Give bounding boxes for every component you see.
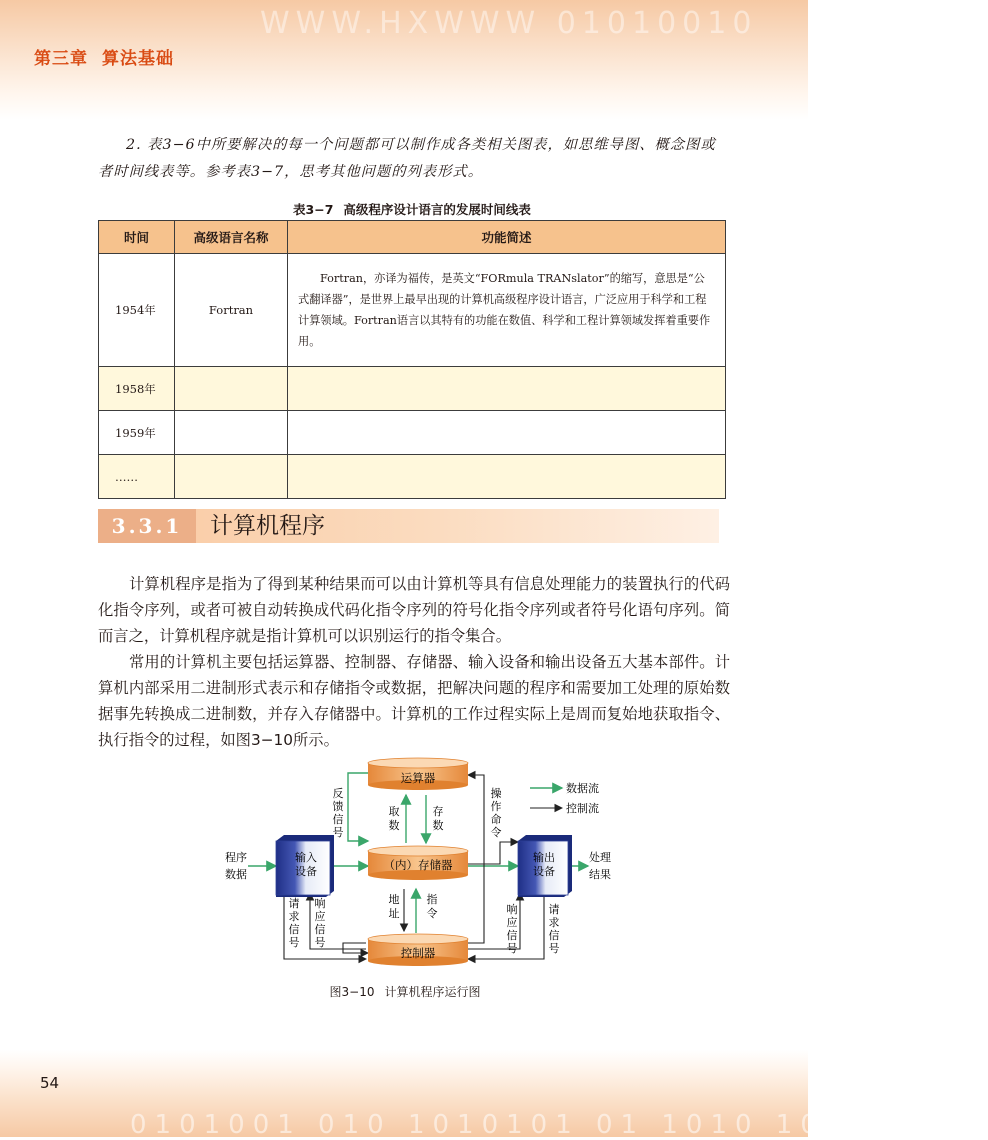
cell-language (175, 411, 288, 455)
resp-left-char-4: 号 (314, 936, 326, 949)
req-right-char-4: 号 (548, 942, 560, 955)
cell-year: …… (99, 455, 175, 499)
table-row (99, 411, 726, 455)
cell-description: Fortran，亦译为福传，是英文“FORmula TRANslator”的缩写，意思是“公式翻译器”，是世界上最早出现的计算机高级程序设计语言，广泛应用于科学和工程计算领域。Fortran语言以其特有的功能在数值、科学和工程计算领域发挥着重要作用。 (288, 254, 726, 367)
body-paragraph: 计算机程序是指为了得到某种结果而可以由计算机等具有信息处理能力的装置执行的代码化指令序列，或者可被自动转换成代码化指令序列的符号化指令序列或者符号化语句序列。简而言之，计算机程序就是指计算机可以识别运行的指令集合。 (98, 575, 730, 645)
resp-right-char-2: 应 (506, 916, 518, 929)
result-label: 结果 (589, 868, 611, 881)
req-left-char-2: 求 (288, 910, 300, 923)
header-language: 高级语言名称 (175, 221, 288, 254)
output-device-label-2: 设备 (533, 865, 555, 878)
intro-paragraph: 2. 表3−6中所要解决的每一个问题都可以制作成各类相关图表，如思维导图、概念图或者时间线表等。参考表3−7，思考其他问题的列表形式。 (98, 137, 716, 180)
legend-control-flow-label: 控制流 (566, 802, 599, 815)
fetch-label (389, 805, 400, 832)
chapter-label: 第三章 (34, 49, 88, 69)
table-number: 表3−7 (293, 202, 334, 217)
request-signal-left-label (289, 896, 300, 949)
computer-operation-diagram (200, 755, 640, 980)
cell-year: 1954年 (99, 254, 175, 367)
input-device-box (276, 835, 334, 897)
alu-label: 运算器 (400, 771, 436, 785)
resp-left-char-3: 信 (314, 923, 326, 936)
body-paragraph: 常用的计算机主要包括运算器、控制器、存储器、输入设备和输出设备五大基本部件。计算机内部采用二进制形式表示和存储指令或数据，把解决问题的程序和需要加工处理的原始数据事先转换成二进制数，并存入存储器中。计算机的工作过程实际上是周而复始地获取指令、执行指令的过程，如图3−10所示。 (98, 653, 730, 749)
store-label (433, 805, 444, 832)
table-header-row (99, 221, 726, 254)
legend-data-flow-label: 数据流 (566, 782, 599, 795)
cell-language: Fortran (175, 254, 288, 367)
controller-cylinder (368, 934, 468, 966)
store-char-1: 存 (432, 805, 444, 818)
feedback-char-1: 反 (332, 787, 344, 800)
controller-label: 控制器 (400, 946, 436, 960)
op-char-2: 作 (490, 800, 502, 813)
data-label: 数据 (225, 868, 247, 881)
instruction-char-2: 令 (426, 907, 438, 920)
memory-cylinder (368, 846, 468, 880)
program-label: 程序 (225, 851, 247, 864)
header-decoration: WWW.HXWWW 01010010 (260, 6, 758, 41)
cell-description (288, 367, 726, 411)
footer-decoration: 0101001 010 1010101 01 1010 10101 100 (130, 1110, 988, 1140)
input-device-label-1: 输入 (295, 851, 317, 864)
resp-left-char-1: 响 (314, 897, 326, 910)
figure-number: 图3−10 (329, 985, 375, 999)
table-row (99, 254, 726, 367)
alu-cylinder (368, 758, 468, 790)
process-label: 处理 (589, 851, 611, 864)
address-char-1: 地 (388, 893, 400, 906)
page-number: 54 (40, 1074, 60, 1092)
address-char-2: 址 (388, 907, 400, 920)
request-signal-right-label (549, 902, 560, 955)
cell-language (175, 367, 288, 411)
feedback-signal-label (333, 787, 344, 839)
resp-right-char-3: 信 (506, 929, 518, 942)
req-right-char-3: 信 (548, 929, 560, 942)
table-row (99, 367, 726, 411)
cell-description (288, 455, 726, 499)
section-title: 计算机程序 (210, 513, 325, 539)
operation-command-label (491, 786, 502, 839)
output-device-box (518, 835, 572, 897)
input-device-label-2: 设备 (295, 865, 317, 878)
header-function: 功能简述 (288, 221, 726, 254)
req-right-char-2: 求 (548, 916, 560, 929)
cell-year: 1959年 (99, 411, 175, 455)
response-signal-right-label (507, 903, 518, 955)
table-row (99, 455, 726, 499)
output-device-label-1: 输出 (533, 851, 555, 864)
header-time: 时间 (99, 221, 175, 254)
table-caption-text: 高级程序设计语言的发展时间线表 (343, 202, 531, 217)
op-char-4: 令 (490, 826, 502, 839)
timeline-table (98, 220, 726, 499)
figure-caption-text: 计算机程序运行图 (384, 985, 481, 999)
op-char-1: 操 (490, 787, 502, 800)
response-signal-left-label (315, 897, 326, 949)
feedback-char-4: 号 (332, 826, 344, 839)
instruction-char-1: 指 (426, 893, 438, 906)
memory-label: （内）存储器 (383, 858, 453, 872)
cell-language (175, 455, 288, 499)
chapter-title: 算法基础 (102, 49, 174, 69)
fetch-char-1: 取 (388, 805, 400, 818)
feedback-char-2: 馈 (332, 800, 344, 813)
req-left-char-4: 号 (288, 936, 300, 949)
fetch-char-2: 数 (388, 819, 400, 832)
req-left-char-1: 请 (288, 897, 300, 910)
resp-right-char-4: 号 (506, 942, 518, 955)
resp-right-char-1: 响 (506, 903, 518, 916)
figure-caption (200, 983, 610, 1000)
resp-left-char-2: 应 (314, 910, 326, 923)
cell-year: 1958年 (99, 367, 175, 411)
store-char-2: 数 (432, 819, 444, 832)
req-right-char-1: 请 (548, 903, 560, 916)
op-char-3: 命 (490, 813, 502, 826)
table-caption (98, 200, 726, 218)
feedback-char-3: 信 (332, 813, 344, 826)
chapter-heading (34, 44, 174, 69)
section-number: 3.3.1 (98, 509, 196, 543)
req-left-char-3: 信 (288, 923, 300, 936)
cell-description (288, 411, 726, 455)
